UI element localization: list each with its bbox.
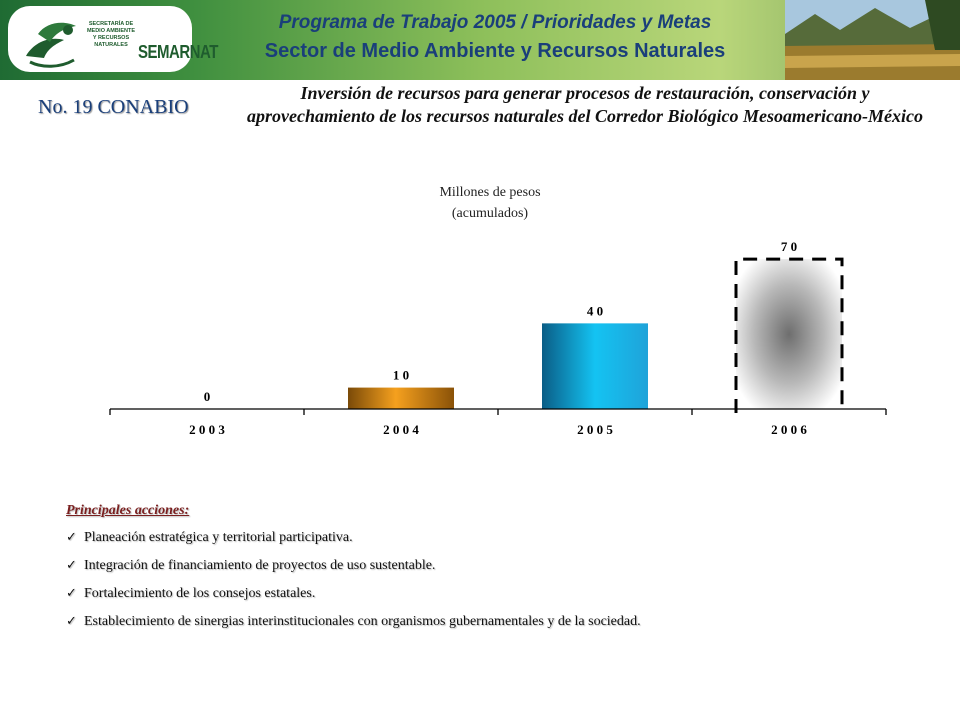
action-text: Establecimiento de sinergias interinstitucionales con organismos gubernamentales y de la sociedad. [84,614,641,629]
action-item [66,558,886,574]
program-title: Programa de Trabajo 2005 / Prioridades y Metas [278,12,712,33]
x-tick-label: 2 0 0 5 [577,422,613,437]
x-tick-label: 2 0 0 3 [189,422,225,437]
checkmark-icon: ✓ [66,558,77,573]
action-text: Planeación estratégica y territorial participativa. [84,530,353,545]
chart-title: Inversión de recursos para generar procesos de restauración, conservación y aprovechamiento de los recursos naturales del Corredor Biológico Mesoamericano-México [247,83,923,126]
bar-3 [736,259,842,409]
indicator-badge: No. 19 CONABIO [38,96,189,118]
action-item [66,530,886,546]
x-tick-label: 2 0 0 4 [383,422,419,437]
x-tick-label: 2 0 0 6 [771,422,807,437]
data-label: 4 0 [586,303,604,319]
data-label: 7 0 [780,239,798,255]
action-text: Integración de financiamiento de proyectos de uso sustentable. [84,558,436,573]
data-label: 1 0 [392,367,410,383]
action-item [66,614,886,630]
sector-title: Sector de Medio Ambiente y Recursos Naturales [264,40,726,62]
principal-actions [66,503,886,642]
actions-title: Principales acciones: [66,503,190,518]
checkmark-icon: ✓ [66,586,77,601]
logo-semarnat-word: SEMARNAT [138,41,218,64]
action-item [66,586,886,602]
data-label: 0 [203,389,211,404]
unit-label-line2: (acumulados) [451,206,529,221]
checkmark-icon: ✓ [66,530,77,545]
bar-2 [542,323,648,409]
unit-label-line1: Millones de pesos [439,185,541,200]
action-text: Fortalecimiento de los consejos estatales. [84,586,316,601]
bar-1 [348,388,454,409]
checkmark-icon: ✓ [66,614,77,629]
logo-secretaria-text: SECRETARÍA DE MEDIO AMBIENTE Y RECURSOS NATURALES [86,21,136,48]
